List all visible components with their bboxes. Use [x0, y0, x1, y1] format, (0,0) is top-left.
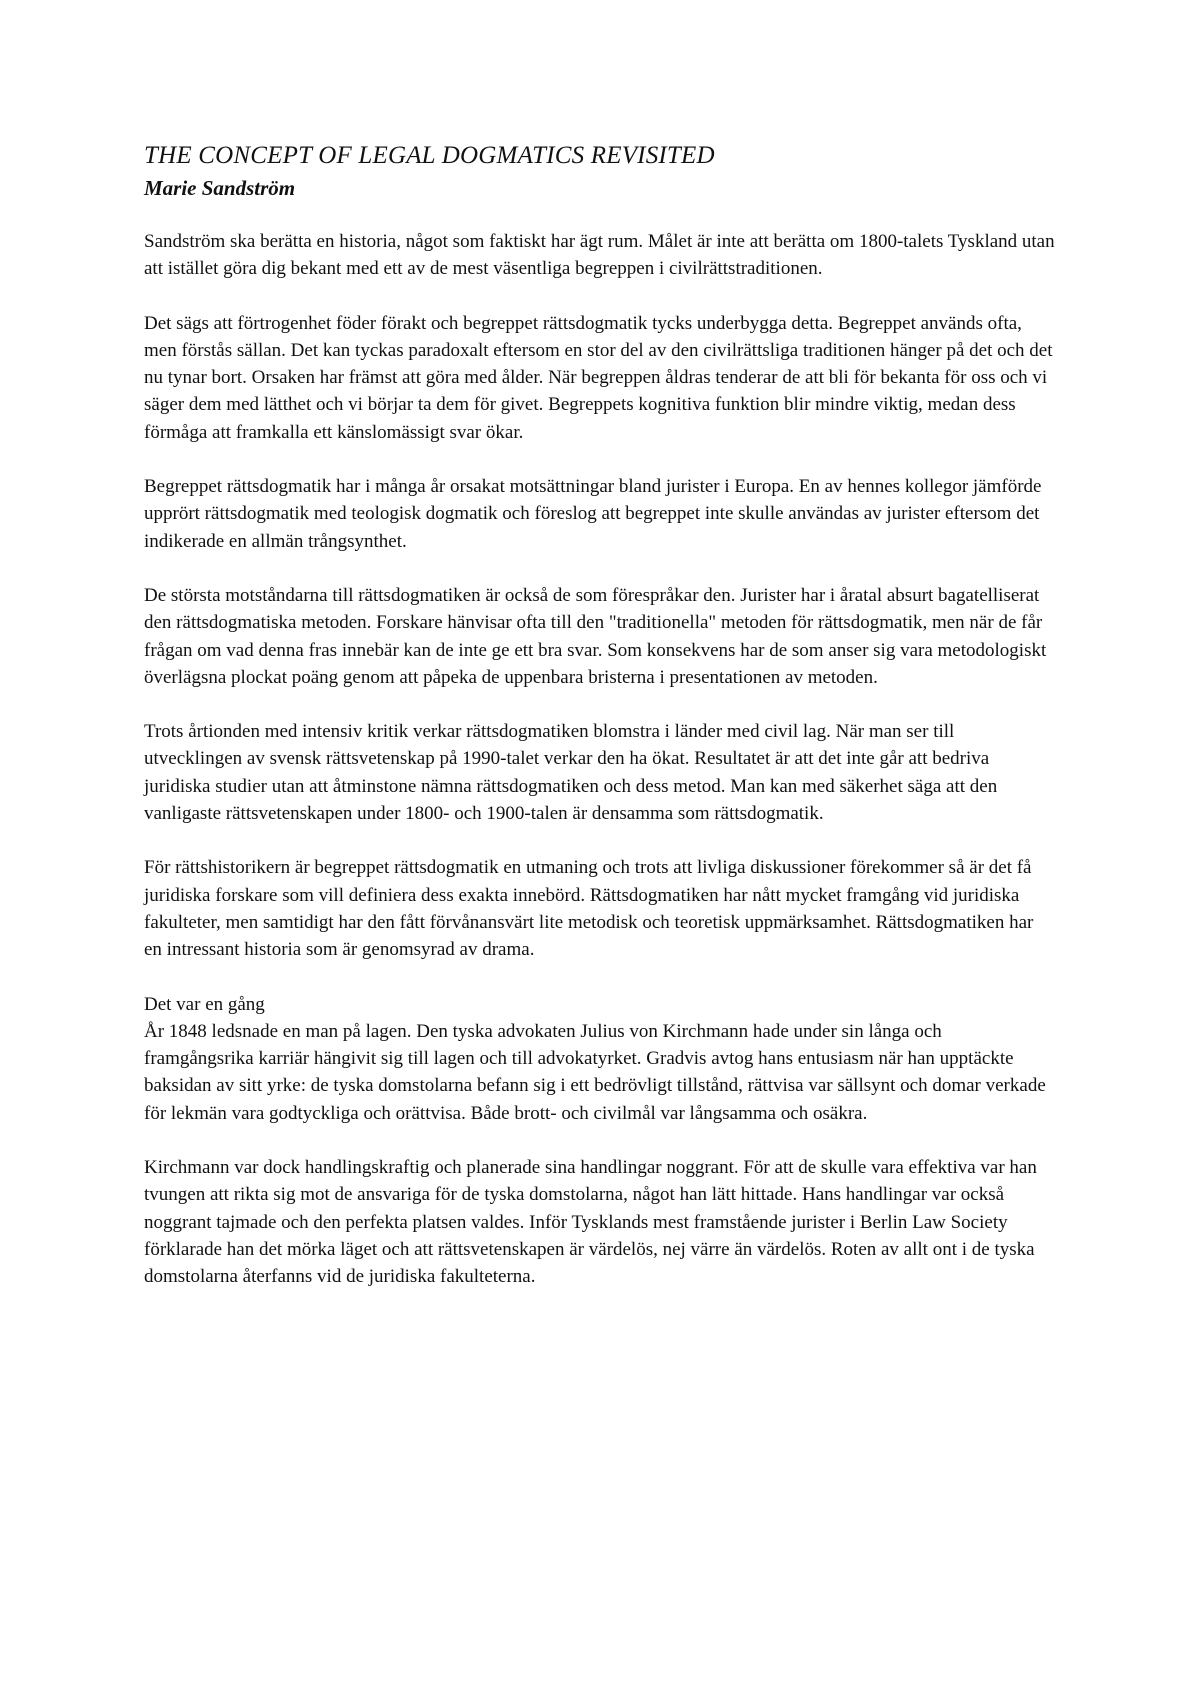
paragraph-3: Begreppet rättsdogmatik har i många år orsakat motsättningar bland jurister i Europa. En av hennes kollegor jämförde upprört rättsdogmatik med teologisk dogmatik och föreslog att begreppet inte skulle användas av jurister eftersom det indikerade en allmän trångsynthet. — [144, 476, 1042, 552]
paragraph-1: Sandström ska berätta en historia, något som faktiskt har ägt rum. Målet är inte att berätta om 1800-talets Tyskland utan att istället göra dig bekant med ett av de mest väsentliga begreppen i civilrättstraditionen. — [144, 231, 1055, 280]
paragraph-4: De största motståndarna till rättsdogmatiken är också de som förespråkar den. Jurister har i åratal absurt bagatelliserat den rättsdogmatiska metoden. Forskare hänvisar ofta till den "traditionella" metoden för rättsdogmatik, men när de får frågan om vad denna fras innebär kan de inte ge ett bra svar. Som konsekvens har de som anser sig vara metodologiskt överlägsna plockat poäng genom att påpeka de uppenbara bristerna i presentationen av metoden. — [144, 584, 1047, 688]
paragraph-8: Kirchmann var dock handlingskraftig och planerade sina handlingar noggrant. För att de skulle vara effektiva var han tvungen att rikta sig mot de ansvariga för de tyska domstolarna, något han lätt hittade. Hans handlingar var också noggrant tajmade och den perfekta platsen valdes. Inför Tysklands mest framstående jurister i Berlin Law Society förklarade han det mörka läget och att rättsvetenskapen är värdelös, nej värre än värdelös. Roten av allt ont i de tyska domstolarna återfanns vid de juridiska fakulteterna. — [144, 1157, 1037, 1288]
paragraph-6: För rättshistorikern är begreppet rättsdogmatik en utmaning och trots att livliga diskussioner förekommer så är det få juridiska forskare som vill definiera dess exakta innebörd. Rättsdogmatiken har nått mycket framgång vid juridiska fakulteter, men samtidigt har den fått förvånansvärt lite metodisk och teoretisk uppmärksamhet. Rättsdogmatiken har en intressant historia som är genomsyrad av drama. — [144, 857, 1034, 961]
paragraph-7: År 1848 ledsnade en man på lagen. Den tyska advokaten Julius von Kirchmann hade under sin långa och framgångsrika karriär hängivit sig till lagen och till advokatyrket. Gradvis avtog hans entusiasm när han upptäckte baksidan av sitt yrke: de tyska domstolarna befann sig i ett bedrövligt tillstånd, rättvisa var sällsynt och domar verkade för lekmän vara godtyckliga och orättvisa. Både brott- och civilmål var långsamma och osäkra. — [144, 1020, 1046, 1124]
document-author: Marie Sandström — [144, 176, 296, 200]
paragraph-5: Trots årtionden med intensiv kritik verkar rättsdogmatiken blomstra i länder med civil lag. När man ser till utvecklingen av svensk rättsvetenskap på 1990-talet verkar den ha ökat. Resultatet är att det inte går att bedriva juridiska studier utan att åtminstone nämna rättsdogmatiken och dess metod. Man kan med säkerhet säga att den vanligaste rättsvetenskapen under 1800- och 1900-talen är densamma som rättsdogmatik. — [144, 721, 998, 825]
document-title: THE CONCEPT OF LEGAL DOGMATICS REVISITED — [144, 142, 715, 169]
section-subheading: Det var en gång — [144, 993, 265, 1015]
paragraph-2: Det sägs att förtrogenhet föder förakt och begreppet rättsdogmatik tycks underbygga detta. Begreppet används ofta, men förstås sällan. Det kan tyckas paradoxalt eftersom en stor del av den civilrättsliga traditionen hänger på det och det nu tynar bort. Orsaken har främst att göra med ålder. När begreppen åldras tenderar de att bli för bekanta för oss och vi säger dem med lätthet och vi börjar ta dem för givet. Begreppets kognitiva funktion blir mindre viktig, medan dess förmåga att framkalla ett känslomässigt svar ökar. — [144, 312, 1053, 443]
document-body — [144, 140, 1056, 1318]
